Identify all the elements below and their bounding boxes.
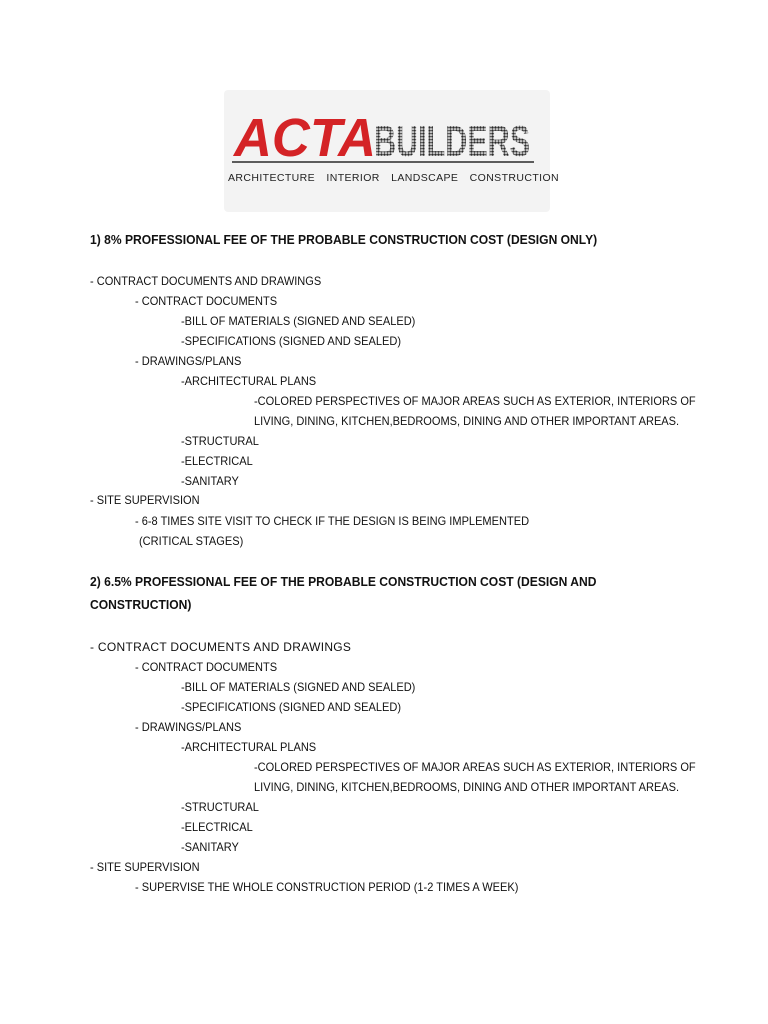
logo-tagline (224, 172, 560, 184)
s1-drawings-plans: - DRAWINGS/PLANS (135, 354, 242, 368)
s2-drawings-plans: - DRAWINGS/PLANS (135, 720, 242, 734)
s1-structural: -STRUCTURAL (181, 434, 259, 448)
s1-architectural-plans: -ARCHITECTURAL PLANS (181, 374, 317, 388)
logo-brand-dark: BUILDERS (374, 117, 530, 166)
section2-heading-line2: CONSTRUCTION) (90, 597, 192, 612)
s1-bill-of-materials: -BILL OF MATERIALS (SIGNED AND SEALED) (181, 314, 416, 328)
s1-colored-perspectives-cont: LIVING, DINING, KITCHEN,BEDROOMS, DINING AND OTHER IMPORTANT AREAS. (254, 414, 680, 428)
company-logo (224, 90, 560, 212)
s2-electrical: -ELECTRICAL (181, 820, 253, 834)
s1-sanitary: -SANITARY (181, 474, 239, 488)
s1-site-visits: - 6-8 TIMES SITE VISIT TO CHECK IF THE DESIGN IS BEING IMPLEMENTED (135, 514, 530, 528)
s2-contract-docs-drawings: - CONTRACT DOCUMENTS AND DRAWINGS (90, 640, 352, 654)
logo-wordmark (224, 90, 550, 212)
s1-contract-docs-drawings: - CONTRACT DOCUMENTS AND DRAWINGS (90, 274, 322, 288)
tagline-construction: CONSTRUCTION (469, 172, 560, 184)
s2-structural: -STRUCTURAL (181, 800, 259, 814)
s1-site-supervision: - SITE SUPERVISION (90, 493, 200, 507)
section1-heading: 1) 8% PROFESSIONAL FEE OF THE PROBABLE CONSTRUCTION COST (DESIGN ONLY) (90, 232, 598, 247)
tagline-interior: INTERIOR (326, 172, 380, 184)
tagline-architecture: ARCHITECTURE (228, 172, 316, 184)
s2-colored-perspectives-cont: LIVING, DINING, KITCHEN,BEDROOMS, DINING AND OTHER IMPORTANT AREAS. (254, 780, 680, 794)
s1-critical-stages: (CRITICAL STAGES) (139, 534, 244, 548)
tagline-landscape: LANDSCAPE (391, 172, 459, 184)
logo-brand-red: ACTA (232, 108, 376, 168)
s1-contract-documents: - CONTRACT DOCUMENTS (135, 294, 278, 308)
s1-specifications: -SPECIFICATIONS (SIGNED AND SEALED) (181, 334, 402, 348)
s1-electrical: -ELECTRICAL (181, 454, 253, 468)
s1-colored-perspectives: -COLORED PERSPECTIVES OF MAJOR AREAS SUCH AS EXTERIOR, INTERIORS OF (254, 394, 696, 408)
s2-specifications: -SPECIFICATIONS (SIGNED AND SEALED) (181, 700, 402, 714)
s2-contract-documents: - CONTRACT DOCUMENTS (135, 660, 278, 674)
s2-bill-of-materials: -BILL OF MATERIALS (SIGNED AND SEALED) (181, 680, 416, 694)
s2-sanitary: -SANITARY (181, 840, 239, 854)
s2-colored-perspectives: -COLORED PERSPECTIVES OF MAJOR AREAS SUCH AS EXTERIOR, INTERIORS OF (254, 760, 696, 774)
s2-supervise-construction: - SUPERVISE THE WHOLE CONSTRUCTION PERIOD (1-2 TIMES A WEEK) (135, 880, 519, 894)
s2-site-supervision: - SITE SUPERVISION (90, 860, 200, 874)
s2-architectural-plans: -ARCHITECTURAL PLANS (181, 740, 317, 754)
section2-heading-line1: 2) 6.5% PROFESSIONAL FEE OF THE PROBABLE CONSTRUCTION COST (DESIGN AND (90, 574, 597, 589)
